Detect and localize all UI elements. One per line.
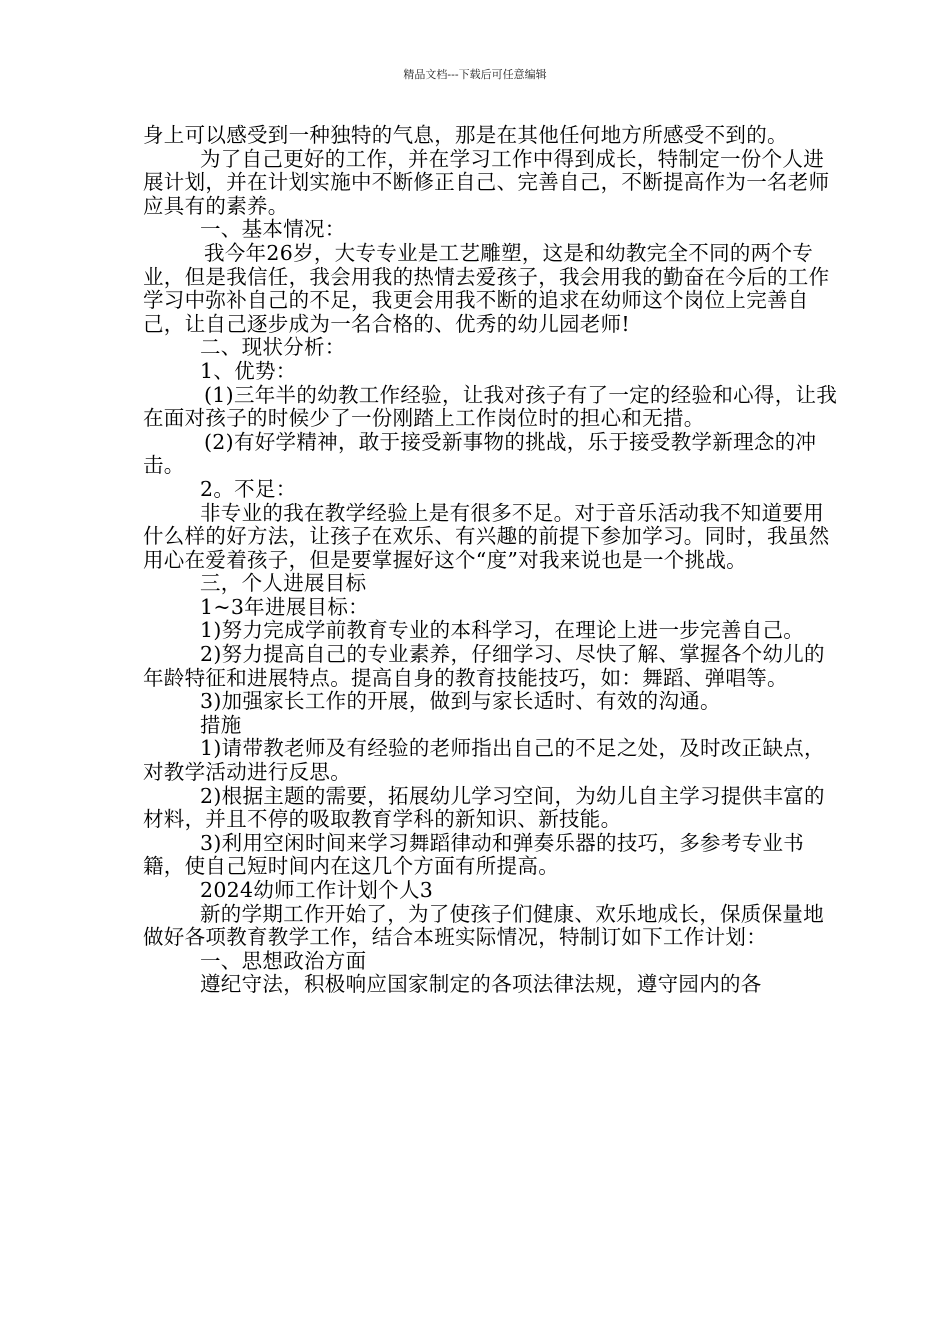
list-item: 3)利用空闲时间来学习舞蹈律动和弹奏乐器的技巧，多参考专业书籍，使自己短时间内在这几个方面有所提高。 — [143, 830, 805, 879]
list-item: 2)根据主题的需要，拓展幼儿学习空间，为幼儿自主学习提供丰富的材料，并且不停的吸取教育学科的新知识、新技能。 — [143, 783, 825, 832]
list-item: 3)加强家长工作的开展，做到与家长适时、有效的沟通。 — [200, 689, 721, 714]
section-heading: 二、现状分析： — [200, 335, 346, 360]
subheading: 2。不足： — [200, 476, 297, 501]
list-item: 1)请带教老师及有经验的老师指出自己的不足之处，及时改正缺点，对教学活动进行反思。 — [143, 736, 825, 785]
paragraph: (1)三年半的幼教工作经验，让我对孩子有了一定的经验和心得，让我在面对孩子的时候少了一份刚踏上工作岗位时的担心和无措。 — [143, 382, 838, 431]
section-heading: 一、基本情况： — [200, 217, 346, 242]
paragraph: 为了自己更好的工作，并在学习工作中得到成长，特制定一份个人进展计划，并在计划实施中不断修正自己、完善自己，不断提高作为一名老师应具有的素养。 — [143, 146, 830, 218]
list-item: 2)努力提高自己的专业素养，仔细学习、尽快了解、掌握各个幼儿的年龄特征和进展特点。提高自身的教育技能技巧，如：舞蹈、弹唱等。 — [143, 642, 825, 690]
subheading: 1~3年进展目标： — [200, 594, 369, 619]
section-heading: 三，个人进展目标 — [200, 571, 367, 596]
paragraph: (2)有好学精神，敢于接受新事物的挑战，乐于接受教学新理念的冲击。 — [143, 429, 817, 478]
document-body — [143, 124, 843, 997]
paragraph: 新的学期工作开始了，为了使孩子们健康、欢乐地成长，保质保量地做好各项教育教学工作，结合本班实际情况，特制订如下工作计划： — [143, 901, 824, 950]
subheading: 1、优势： — [200, 358, 297, 383]
document-title: 2024幼师工作计划个人3 — [200, 878, 434, 902]
subheading: 措施 — [200, 712, 242, 737]
paragraph: 身上可以感受到一种独特的气息，那是在其他任何地方所感受不到的。 — [143, 123, 788, 147]
list-item: 1)努力完成学前教育专业的本科学习，在理论上进一步完善自己。 — [200, 618, 805, 643]
page-header: 精品文档---下载后可任意编辑 — [403, 68, 547, 81]
section-heading: 一、思想政治方面 — [200, 948, 367, 973]
paragraph: 遵纪守法，积极响应国家制定的各项法律法规，遵守园内的各 — [200, 972, 762, 997]
paragraph: 非专业的我在教学经验上是有很多不足。对于音乐活动我不知道要用什么样的好方法，让孩子在欢乐、有兴趣的前提下参加学习。同时，我虽然用心在爱着孩子，但是要掌握好这个“度”对我来说也是一个挑战。 — [143, 500, 830, 572]
paragraph: 我今年26岁，大专专业是工艺雕塑，这是和幼教完全不同的两个专业，但是我信任，我会用我的热情去爱孩子，我会用我的勤奋在今后的工作学习中弥补自己的不足，我更会用我不断的追求在幼师这个岗位上完善自己，让自己逐步成为一名合格的、优秀的幼儿园老师! — [143, 240, 830, 336]
